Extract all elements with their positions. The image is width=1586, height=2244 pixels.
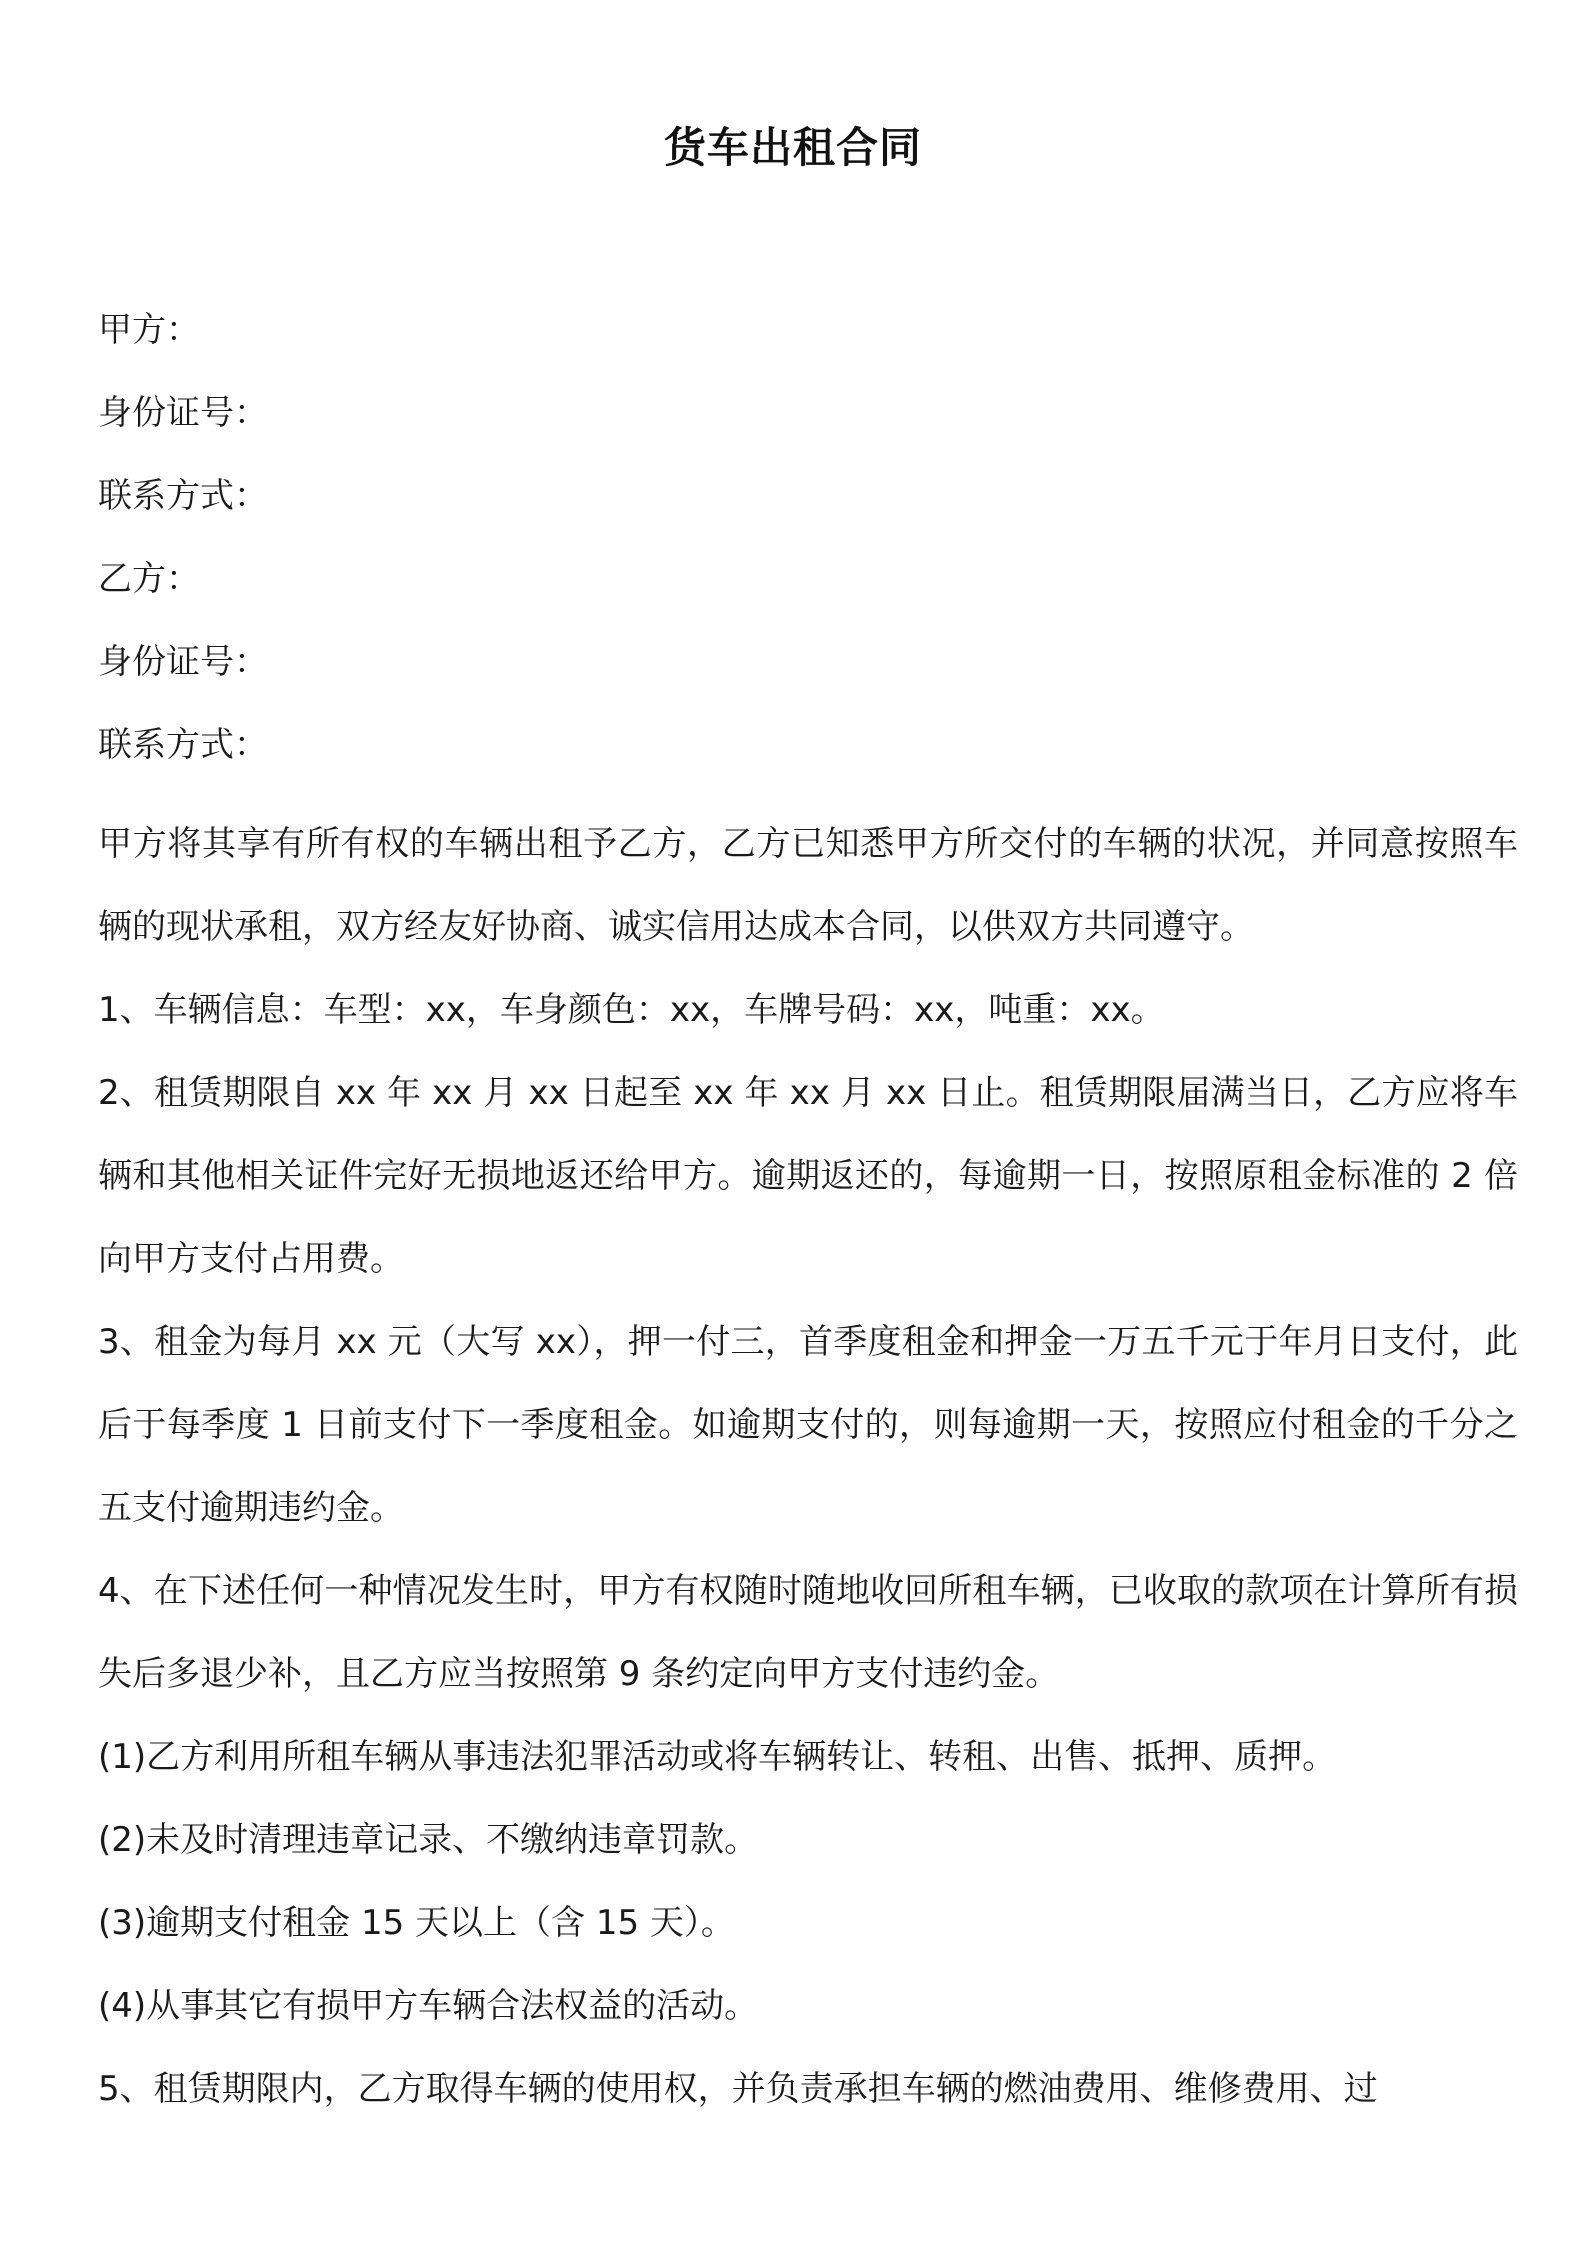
document-title: 货车出租合同 [663,123,922,172]
clause-1: 1、车辆信息：车型：xx，车身颜色：xx，车牌号码：xx，吨重：xx。 [98,990,1165,1030]
party-a-label: 甲方： [98,310,200,350]
party-b-id-label: 身份证号： [98,642,268,682]
party-a-contact-label: 联系方式： [98,476,268,516]
contract-body [98,305,1518,2131]
clause-5: 5、租赁期限内，乙方取得车辆的使用权，并负责承担车辆的燃油费用、维修费用、过 [98,2069,1378,2109]
party-b-label: 乙方： [98,559,200,599]
party-b-contact-label: 联系方式： [98,725,268,765]
party-a-id-label: 身份证号： [98,393,268,433]
clause-3: 3、租金为每月 xx 元（大写 xx），押一付三，首季度租金和押金一万五千元于年月日支付，此后于每季度 1 日前支付下一季度租金。如逾期支付的，则每逾期一天，按照应付租金的千分之五支付逾期违约金。 [98,1322,1518,1528]
clause-2: 2、租赁期限自 xx 年 xx 月 xx 日起至 xx 年 xx 月 xx 日止。租赁期限届满当日，乙方应将车辆和其他相关证件完好无损地返还给甲方。逾期返还的，每逾期一日，按照原租金标准的 2 倍向甲方支付占用费。 [98,1073,1518,1279]
clause-4-item-4: (4)从事其它有损甲方车辆合法权益的活动。 [98,1986,759,2026]
preamble-paragraph: 甲方将其享有所有权的车辆出租予乙方，乙方已知悉甲方所交付的车辆的状况，并同意按照车辆的现状承租，双方经友好协商、诚实信用达成本合同，以供双方共同遵守。 [98,824,1518,947]
clause-4-item-3: (3)逾期支付租金 15 天以上（含 15 天）。 [98,1903,735,1943]
clause-4-item-1: (1)乙方利用所租车辆从事违法犯罪活动或将车辆转让、转租、出售、抵押、质押。 [98,1737,1337,1777]
clause-4: 4、在下述任何一种情况发生时，甲方有权随时随地收回所租车辆，已收取的款项在计算所有损失后多退少补，且乙方应当按照第 9 条约定向甲方支付违约金。 [98,1571,1518,1694]
clause-4-item-2: (2)未及时清理违章记录、不缴纳违章罚款。 [98,1820,759,1860]
